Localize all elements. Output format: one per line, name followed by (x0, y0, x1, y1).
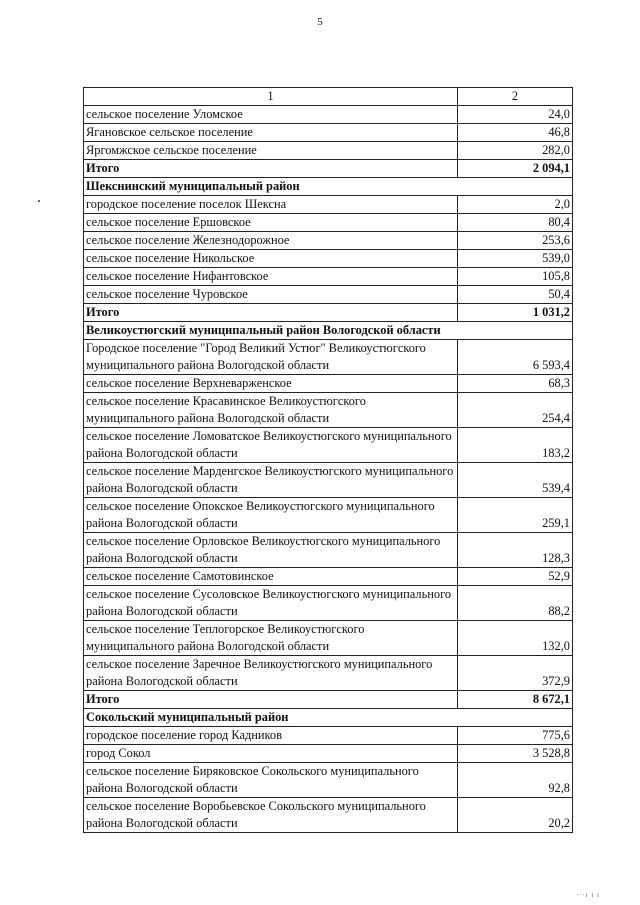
settlement-name: сельское поселение Никольское (84, 250, 458, 268)
header-col-1: 1 (84, 88, 458, 106)
settlement-name: сельское поселение Самотовинское (84, 568, 458, 586)
section-heading: Шекснинский муниципальный район (84, 178, 573, 196)
table-row (84, 621, 573, 656)
section-heading-row (84, 709, 573, 727)
table-row (84, 232, 573, 250)
section-heading: Сокольский муниципальный район (84, 709, 573, 727)
total-label: Итого (84, 160, 458, 178)
table-row (84, 533, 573, 568)
table-row (84, 286, 573, 304)
amount-value: 253,6 (458, 232, 573, 250)
total-value: 1 031,2 (458, 304, 573, 322)
allocation-table (83, 87, 573, 833)
amount-value: 132,0 (458, 621, 573, 656)
settlement-name: Ягановское сельское поселение (84, 124, 458, 142)
amount-value: 183,2 (458, 428, 573, 463)
table-row (84, 268, 573, 286)
table-row (84, 463, 573, 498)
section-heading: Великоустюгский муниципальный район Вологодской области (84, 322, 573, 340)
amount-value: 128,3 (458, 533, 573, 568)
settlement-name: городское поселение город Кадников (84, 727, 458, 745)
total-label: Итого (84, 304, 458, 322)
amount-value: 775,6 (458, 727, 573, 745)
table-row (84, 727, 573, 745)
table-row (84, 340, 573, 375)
settlement-name: Городское поселение "Город Великий Устюг" Великоустюгского муниципального района Вологодской области (84, 340, 458, 375)
section-heading-row (84, 322, 573, 340)
table-row (84, 250, 573, 268)
section-heading-row (84, 178, 573, 196)
table-row (84, 196, 573, 214)
settlement-name: сельское поселение Ершовское (84, 214, 458, 232)
amount-value: 52,9 (458, 568, 573, 586)
table-row (84, 798, 573, 833)
amount-value: 92,8 (458, 763, 573, 798)
amount-value: 539,4 (458, 463, 573, 498)
settlement-name: сельское поселение Чуровское (84, 286, 458, 304)
table-header-row (84, 88, 573, 106)
table-row (84, 106, 573, 124)
amount-value: 80,4 (458, 214, 573, 232)
table-body (84, 88, 573, 833)
total-value: 8 672,1 (458, 691, 573, 709)
amount-value: 24,0 (458, 106, 573, 124)
table-row (84, 568, 573, 586)
amount-value: 50,4 (458, 286, 573, 304)
settlement-name: сельское поселение Верхневарженское (84, 375, 458, 393)
settlement-name: сельское поселение Теплогорское Великоустюгского муниципального района Вологодской области (84, 621, 458, 656)
settlement-name: сельское поселение Марденгское Великоустюгского муниципального района Вологодской области (84, 463, 458, 498)
total-value: 2 094,1 (458, 160, 573, 178)
table-row (84, 214, 573, 232)
settlement-name: сельское поселение Сусоловское Великоустюгского муниципального района Вологодской области (84, 586, 458, 621)
table-row (84, 428, 573, 463)
settlement-name: сельское поселение Заречное Великоустюгского муниципального района Вологодской области (84, 656, 458, 691)
settlement-name: город Сокол (84, 745, 458, 763)
settlement-name: сельское поселение Биряковское Сокольского муниципального района Вологодской области (84, 763, 458, 798)
amount-value: 282,0 (458, 142, 573, 160)
amount-value: 259,1 (458, 498, 573, 533)
table-row (84, 763, 573, 798)
amount-value: 105,8 (458, 268, 573, 286)
stray-dot-mark (38, 200, 40, 202)
table-row (84, 745, 573, 763)
table-row (84, 586, 573, 621)
table-row (84, 124, 573, 142)
amount-value: 2,0 (458, 196, 573, 214)
amount-value: 20,2 (458, 798, 573, 833)
footer-mark: · ·ɪ ɪ ɪ (576, 891, 600, 899)
amount-value: 372,9 (458, 656, 573, 691)
settlement-name: сельское поселение Железнодорожное (84, 232, 458, 250)
settlement-name: сельское поселение Уломское (84, 106, 458, 124)
total-row (84, 160, 573, 178)
amount-value: 68,3 (458, 375, 573, 393)
settlement-name: сельское поселение Орловское Великоустюгского муниципального района Вологодской области (84, 533, 458, 568)
table-row (84, 375, 573, 393)
page-number: 5 (317, 16, 323, 28)
total-row (84, 691, 573, 709)
settlement-name: городское поселение поселок Шексна (84, 196, 458, 214)
table-row (84, 498, 573, 533)
amount-value: 88,2 (458, 586, 573, 621)
settlement-name: сельское поселение Ломоватское Великоустюгского муниципального района Вологодской области (84, 428, 458, 463)
amount-value: 254,4 (458, 393, 573, 428)
settlement-name: Яргомжское сельское поселение (84, 142, 458, 160)
header-col-2: 2 (458, 88, 573, 106)
amount-value: 46,8 (458, 124, 573, 142)
amount-value: 539,0 (458, 250, 573, 268)
amount-value: 6 593,4 (458, 340, 573, 375)
table-row (84, 393, 573, 428)
table-row (84, 142, 573, 160)
settlement-name: сельское поселение Красавинское Великоустюгского муниципального района Вологодской области (84, 393, 458, 428)
amount-value: 3 528,8 (458, 745, 573, 763)
settlement-name: сельское поселение Нифантовское (84, 268, 458, 286)
total-label: Итого (84, 691, 458, 709)
settlement-name: сельское поселение Опокское Великоустюгского муниципального района Вологодской области (84, 498, 458, 533)
table-row (84, 656, 573, 691)
total-row (84, 304, 573, 322)
settlement-name: сельское поселение Воробьевское Сокольского муниципального района Вологодской области (84, 798, 458, 833)
